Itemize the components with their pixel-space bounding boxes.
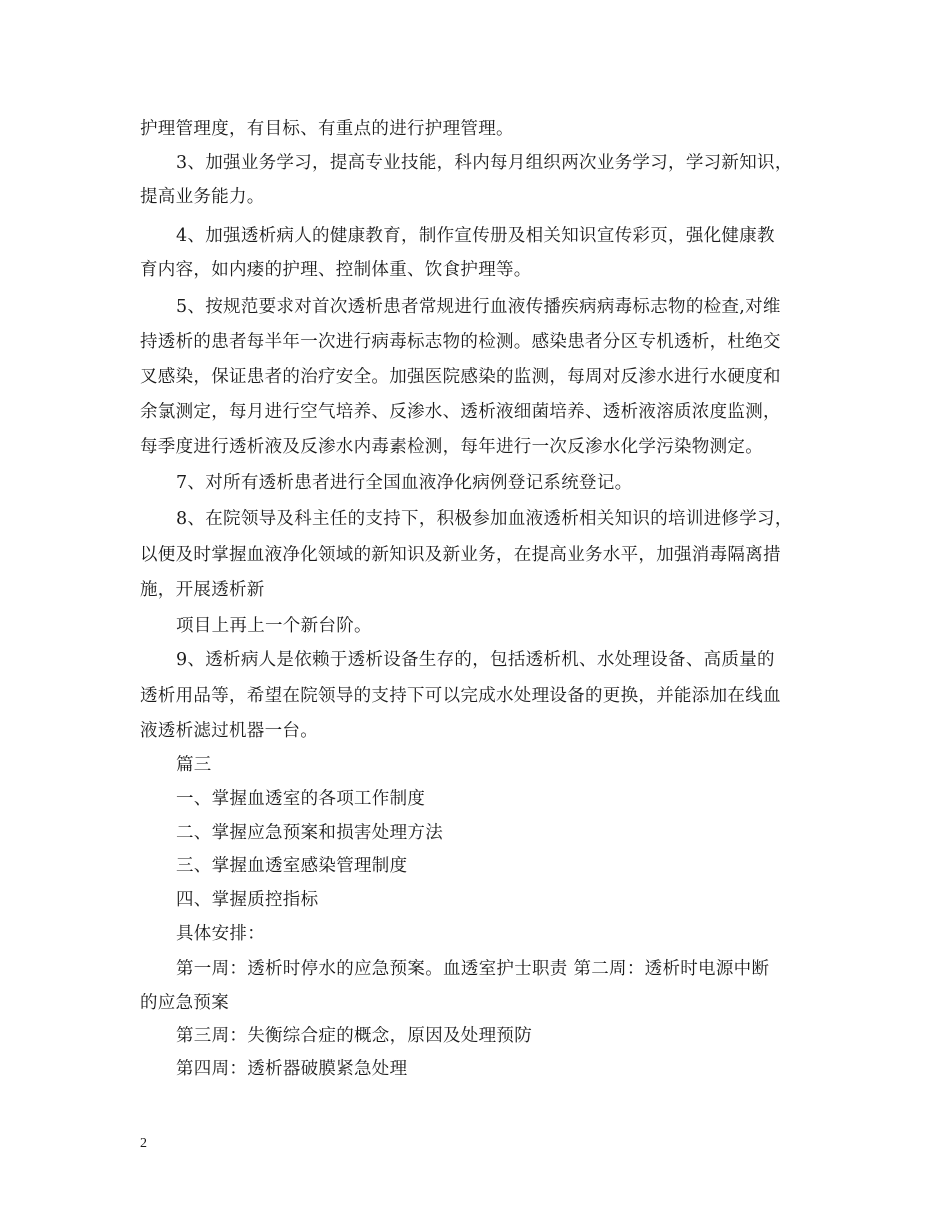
text-line: 育内容，如内瘘的护理、控制体重、饮食护理等。 <box>140 260 532 280</box>
text-line: 四、掌握质控指标 <box>176 890 319 910</box>
text-line: 施，开展透析新 <box>140 580 265 600</box>
text-line: 二、掌握应急预案和损害处理方法 <box>176 823 443 843</box>
text-line: 余氯测定，每月进行空气培养、反渗水、透析液细菌培养、透析液溶质浓度监测， <box>140 402 781 422</box>
text-line: 透析用品等，希望在院领导的支持下可以完成水处理设备的更换，并能添加在线血 <box>140 686 781 706</box>
text-line: 三、掌握血透室感染管理制度 <box>176 856 408 876</box>
text-line: 叉感染，保证患者的治疗安全。加强医院感染的监测，每周对反渗水进行水硬度和 <box>140 367 781 387</box>
text-line: 9、透析病人是依赖于透析设备生存的，包括透析机、水处理设备、高质量的 <box>176 650 775 670</box>
text-line: 的应急预案 <box>140 993 229 1013</box>
text-line: 护理管理度，有目标、有重点的进行护理管理。 <box>140 119 514 139</box>
text-line: 以便及时掌握血液净化领域的新知识及新业务，在提高业务水平，加强消毒隔离措 <box>140 545 781 565</box>
text-line: 提高业务能力。 <box>140 187 265 207</box>
text-line: 第一周：透析时停水的应急预案。血透室护士职责 第二周：透析时电源中断 <box>176 959 770 979</box>
text-line: 一、掌握血透室的各项工作制度 <box>176 789 426 809</box>
page-number: 2 <box>140 1136 147 1151</box>
text-line: 持透析的患者每半年一次进行病毒标志物的检测。感染患者分区专机透析，杜绝交 <box>140 332 781 352</box>
text-line: 7、对所有透析患者进行全国血液净化病例登记系统登记。 <box>176 473 633 493</box>
text-line: 每季度进行透析液及反渗水内毒素检测，每年进行一次反渗水化学污染物测定。 <box>140 437 763 457</box>
text-line: 5、按规范要求对首次透析患者常规进行血液传播疾病病毒标志物的检查,对维 <box>176 297 781 317</box>
text-line: 4、加强透析病人的健康教育，制作宣传册及相关知识宣传彩页，强化健康教 <box>176 226 775 246</box>
text-line: 液透析滤过机器一台。 <box>140 721 318 741</box>
text-line: 8、在院领导及科主任的支持下，积极参加血液透析相关知识的培训进修学习， <box>176 509 793 529</box>
text-line: 具体安排： <box>176 924 265 944</box>
text-line: 第四周：透析器破膜紧急处理 <box>176 1059 408 1079</box>
text-line: 项目上再上一个新台阶。 <box>176 616 372 636</box>
text-line: 3、加强业务学习，提高专业技能，科内每月组织两次业务学习，学习新知识， <box>176 153 793 173</box>
section-heading: 篇三 <box>176 755 212 775</box>
text-line: 第三周：失衡综合症的概念，原因及处理预防 <box>176 1026 532 1046</box>
